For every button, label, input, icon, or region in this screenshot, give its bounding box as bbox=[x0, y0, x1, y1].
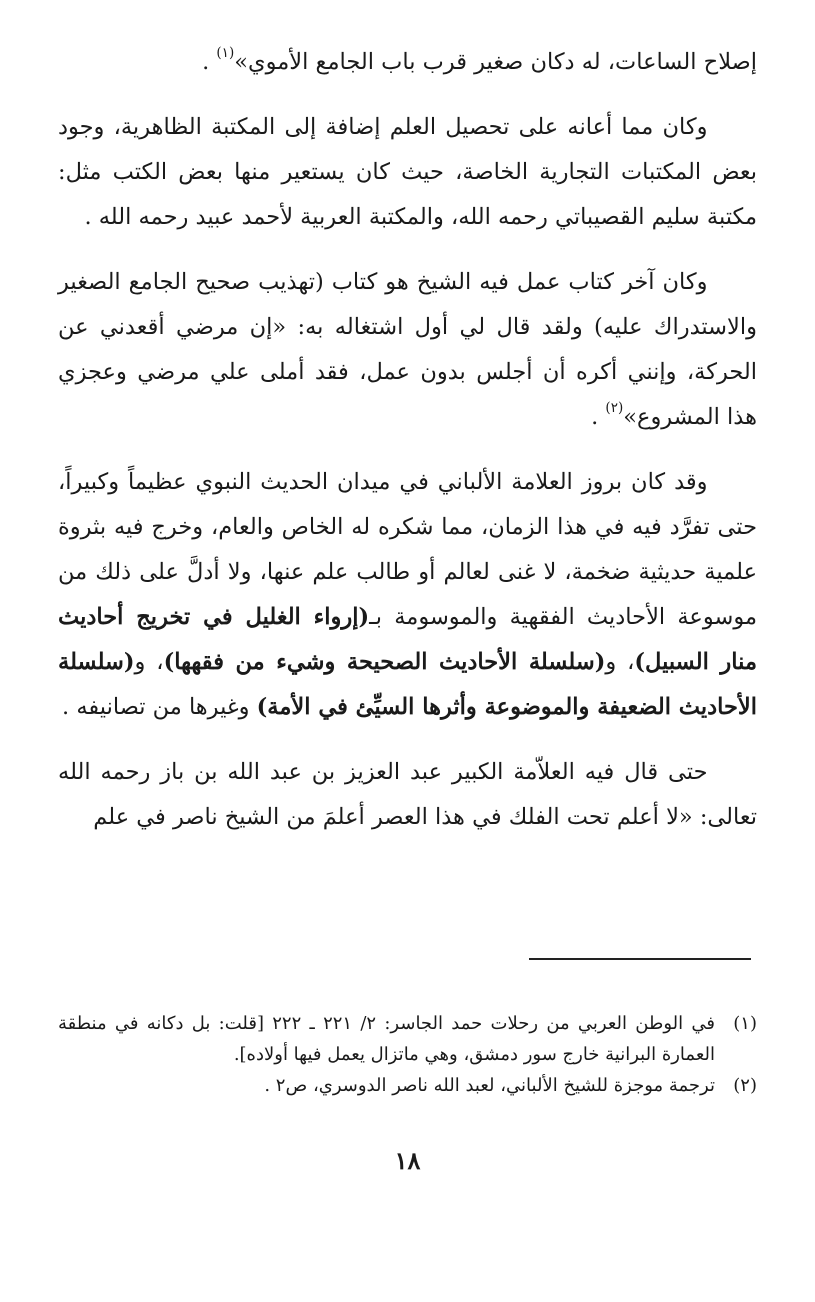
footnote-2 bbox=[58, 1070, 757, 1101]
page-number: ١٨ bbox=[394, 1146, 421, 1175]
book-title-daifa: (سلسلة الأحاديث الضعيفة والموضوعة وأثرها السيِّئ في الأمة) bbox=[58, 649, 757, 720]
paragraph-3-text: وقد كان بروز العلامة الألباني في ميدان الحديث النبوي عظيماً وكبيراً، حتى تفرَّد فيه في هذا الزمان، مما شكره له الخاص والعام، وخرج فيه بثروة علمية حديثية ضخمة، لا غنى لعالم أو طالب علم عنها، ولا أدلَّ على ذلك من موسوعة الأحاديث الفقهية والموسومة بـ bbox=[58, 469, 757, 630]
paragraph-3-end: وغيرها من تصانيفه . bbox=[62, 694, 257, 720]
paragraph-0 bbox=[58, 40, 757, 85]
footnote-text: في الوطن العربي من رحلات حمد الجاسر: ٢/ ٢٢١ ـ ٢٢٢ [قلت: بل دكانه في منطقة العمارة البرانية خارج سور دمشق، وهي ماتزال يعمل فيها أولاده]. bbox=[58, 1013, 715, 1065]
paragraph-0-text: إصلاح الساعات، له دكان صغير قرب باب الجامع الأموي» bbox=[234, 49, 757, 75]
book-title-sahiha: (سلسلة الأحاديث الصحيحة وشيء من فقهها) bbox=[163, 649, 606, 675]
footnote-ref-2: (٢) bbox=[605, 399, 624, 416]
separator: ، و bbox=[605, 649, 635, 675]
book-title-irwa: (إرواء الغليل في تخريج أحاديث منار السبيل) bbox=[58, 604, 757, 675]
main-text bbox=[58, 40, 757, 860]
footnote-1 bbox=[58, 1008, 757, 1070]
separator: ، و bbox=[134, 649, 164, 675]
paragraph-0-end: . bbox=[202, 49, 217, 75]
footnotes bbox=[58, 1008, 757, 1101]
paragraph-2 bbox=[58, 260, 757, 440]
paragraph-4: حتى قال فيه العلاّمة الكبير عبد العزيز بن عبد الله بن باز رحمه الله تعالى: «لا أعلم تحت الفلك في هذا العصر أعلمَ من الشيخ ناصر في علم bbox=[58, 759, 757, 830]
paragraph-3 bbox=[58, 460, 757, 730]
paragraph-2-end: . bbox=[591, 404, 606, 430]
footnote-number: (١) bbox=[733, 1013, 757, 1034]
paragraph-2-text: وكان آخر كتاب عمل فيه الشيخ هو كتاب (تهذيب صحيح الجامع الصغير والاستدراك عليه) ولقد قال لي أول اشتغاله به: «إن مرضي أقعدني عن الحركة، وإنني أكره أن أجلس بدون عمل، فقد أملى علي مرضي وعجزي هذا المشروع» bbox=[58, 269, 757, 430]
paragraph-1: وكان مما أعانه على تحصيل العلم إضافة إلى المكتبة الظاهرية، وجود بعض المكتبات التجارية الخاصة، حيث كان يستعير منها بعض الكتب مثل: مكتبة سليم القصيباتي رحمه الله، والمكتبة العربية لأحمد عبيد رحمه الله . bbox=[58, 114, 757, 230]
footnote-separator bbox=[529, 958, 751, 960]
footnote-ref-1: (١) bbox=[216, 44, 235, 61]
footnote-text: ترجمة موجزة للشيخ الألباني، لعبد الله ناصر الدوسري، ص٢ . bbox=[264, 1075, 715, 1096]
footnote-number: (٢) bbox=[733, 1075, 757, 1096]
